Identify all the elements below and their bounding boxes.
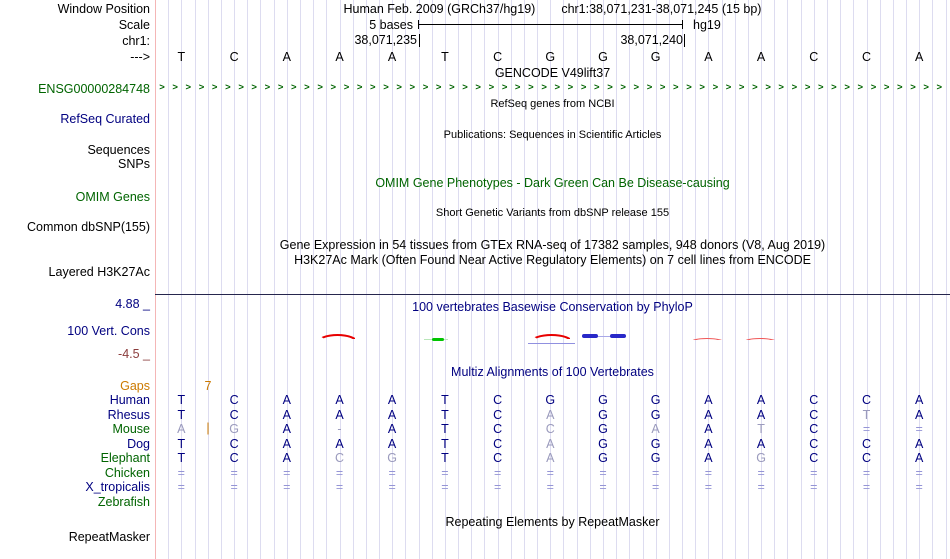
track-title-publications[interactable]: Publications: Sequences in Scientific Articles: [443, 129, 662, 141]
track-title-repeatmasker[interactable]: Repeating Elements by RepeatMasker: [445, 515, 660, 529]
gene-arrow-icon: >: [844, 82, 850, 93]
gridline: [458, 0, 459, 559]
sequence-base: C: [493, 50, 503, 64]
scale-bar: [418, 24, 683, 25]
position-title: chr1:38,071,231-38,071,245 (15 bp): [561, 2, 762, 16]
alignment-base: G: [650, 393, 661, 407]
gene-arrow-icon: >: [607, 82, 613, 93]
alignment-base: A: [651, 422, 660, 436]
alignment-base: A: [704, 393, 713, 407]
gene-arrow-icon: >: [251, 82, 257, 93]
alignment-base: A: [282, 436, 291, 451]
gene-arrow-icon: >: [752, 82, 758, 93]
alignment-base: A: [915, 393, 924, 407]
track-label-snps[interactable]: SNPs: [118, 157, 150, 171]
alignment-base: C: [229, 407, 239, 422]
gridline: [537, 0, 538, 559]
alignment-base: A: [756, 436, 766, 451]
gridline: [326, 0, 327, 559]
chromosome-label: chr1:: [122, 34, 150, 48]
gene-arrow-icon: >: [910, 82, 916, 93]
gene-arrow-icon: >: [620, 82, 626, 93]
gridline: [932, 0, 933, 559]
alignment-base: T: [441, 436, 449, 451]
gene-arrow-icon: >: [883, 82, 890, 93]
alignment-base: =: [651, 465, 660, 480]
sequence-base: C: [809, 50, 819, 64]
gene-arrow-icon: >: [501, 82, 508, 93]
alignment-base: G: [387, 451, 397, 465]
alignment-base: A: [704, 436, 713, 451]
gene-arrow-icon: >: [712, 82, 719, 93]
alignment-base: A: [335, 407, 344, 422]
alignment-base: C: [861, 393, 872, 407]
gridline: [405, 0, 406, 559]
species-label-x_tropicalis[interactable]: X_tropicalis: [85, 480, 150, 494]
alignment-base: =: [493, 465, 502, 480]
alignment-base: =: [441, 480, 449, 494]
alignment-base: =: [862, 465, 871, 480]
gridline: [577, 0, 578, 559]
species-label-zebrafish[interactable]: Zebrafish: [97, 494, 150, 509]
alignment-base: G: [650, 407, 661, 422]
alignment-base: -: [337, 422, 342, 436]
alignment-base: =: [177, 465, 185, 480]
scale-value: 5 bases: [369, 18, 413, 32]
alignment-base: A: [915, 436, 924, 451]
alignment-base: T: [177, 407, 186, 422]
gene-arrow-icon: >: [633, 82, 640, 93]
sequence-base: T: [441, 50, 449, 64]
gene-arrow-icon: >: [936, 82, 943, 93]
alignment-base: T: [441, 393, 449, 407]
alignment-base: T: [177, 436, 186, 451]
alignment-base: A: [704, 407, 713, 422]
gene-arrow-icon: >: [185, 82, 192, 93]
alignment-base: =: [441, 465, 449, 480]
alignment-base: A: [546, 407, 555, 422]
gene-arrow-icon: >: [791, 82, 798, 93]
track-title-multiz[interactable]: Multiz Alignments of 100 Vertebrates: [451, 365, 654, 379]
alignment-base: =: [230, 465, 238, 480]
gene-arrow-icon: >: [291, 82, 297, 93]
alignment-base: =: [757, 465, 765, 480]
conservation-mark: [530, 334, 573, 342]
gene-arrow-icon: >: [594, 82, 600, 93]
gene-label-ensg[interactable]: ENSG00000284748: [38, 82, 150, 96]
alignment-base: C: [334, 451, 345, 465]
gene-arrow-icon: >: [488, 82, 495, 93]
alignment-base: C: [493, 422, 503, 436]
gene-arrow-icon: >: [778, 82, 784, 93]
alignment-base: T: [177, 451, 186, 465]
alignment-base: A: [756, 407, 766, 422]
alignment-base: =: [335, 465, 344, 480]
alignment-base: C: [809, 407, 819, 422]
sequence-base: A: [387, 50, 397, 64]
ruler-right-tick: [684, 34, 685, 47]
gridline: [695, 0, 696, 559]
alignment-base: =: [810, 465, 818, 480]
gridline: [379, 0, 380, 559]
gridline: [471, 0, 472, 559]
gene-arrow-icon: >: [580, 82, 587, 93]
gridline: [260, 0, 261, 559]
gene-arrow-icon: >: [449, 82, 455, 93]
gridline: [524, 0, 525, 559]
gene-arrow-icon: >: [528, 82, 534, 93]
track-title-gencode[interactable]: GENCODE V49lift37: [494, 66, 611, 80]
gene-arrow-icon: >: [857, 82, 864, 93]
alignment-base: C: [861, 436, 872, 451]
gridline: [682, 0, 683, 559]
alignment-base: A: [282, 407, 291, 422]
conservation-mark: [528, 343, 575, 344]
position-header: [155, 2, 950, 16]
alignment-base: A: [915, 407, 924, 422]
alignment-base: =: [915, 480, 923, 494]
alignment-base: =: [704, 465, 713, 480]
conservation-mark: [741, 338, 779, 343]
gene-arrow-icon: >: [818, 82, 824, 93]
alignment-base: C: [493, 436, 503, 451]
alignment-base: A: [546, 451, 555, 465]
gene-arrow-icon: >: [475, 82, 481, 93]
alignment-base: =: [546, 465, 554, 480]
h3k27ac-baseline: [155, 294, 950, 295]
alignment-base: G: [756, 451, 766, 465]
ruler-tick-right-label: 38,071,240: [620, 33, 683, 47]
gene-arrow-icon: >: [567, 82, 574, 93]
ruler-left-tick: [419, 34, 420, 47]
gridline: [629, 0, 630, 559]
alignment-base: =: [388, 480, 396, 494]
alignment-base: =: [493, 480, 502, 494]
alignment-base: C: [493, 451, 503, 465]
alignment-base: T: [441, 451, 449, 465]
gene-arrow-icon: >: [646, 82, 653, 93]
gridline: [946, 0, 947, 559]
sequence-base: A: [704, 50, 713, 64]
alignment-base: =: [704, 480, 713, 494]
gene-arrow-icon: >: [159, 82, 165, 93]
track-label-omim-genes[interactable]: OMIM Genes: [75, 190, 150, 204]
gridline: [827, 0, 828, 559]
gridline: [616, 0, 617, 559]
alignment-base: G: [650, 436, 661, 451]
alignment-base: A: [177, 422, 186, 436]
gridline: [893, 0, 894, 559]
gridline: [563, 0, 564, 559]
sequence-base: A: [282, 50, 291, 64]
alignment-base: =: [283, 465, 291, 480]
gridline: [853, 0, 854, 559]
gridline: [748, 0, 749, 559]
alignment-base: C: [809, 436, 819, 451]
cons-scale-max: 4.88 _: [115, 297, 150, 311]
alignment-base: =: [335, 480, 344, 494]
gene-arrow-icon: >: [514, 82, 521, 93]
alignment-base: G: [545, 393, 556, 407]
gap-count: 7: [204, 379, 212, 393]
gene-arrow-icon: >: [897, 82, 903, 93]
sequence-base: A: [756, 50, 766, 64]
gridline: [840, 0, 841, 559]
gene-arrow-icon: >: [541, 82, 547, 93]
track-title-refseq[interactable]: RefSeq genes from NCBI: [490, 98, 615, 110]
gridline: [168, 0, 169, 559]
gene-arrow-icon: >: [343, 82, 350, 93]
alignment-base: C: [229, 393, 239, 407]
gridline: [432, 0, 433, 559]
gene-arrow-icon: >: [277, 82, 284, 93]
sequence-base: C: [861, 50, 872, 64]
alignment-base: T: [177, 393, 186, 407]
alignment-base: A: [335, 436, 344, 451]
sequence-base: A: [915, 50, 924, 64]
track-label-100-vert-cons[interactable]: 100 Vert. Cons: [67, 324, 150, 338]
gene-arrow-icon: >: [330, 82, 337, 93]
sequence-base: A: [335, 50, 344, 64]
alignment-base: =: [862, 480, 871, 494]
gridline: [643, 0, 644, 559]
gene-arrow-icon: >: [396, 82, 402, 93]
gene-arrow-icon: >: [765, 82, 771, 93]
species-label-dog[interactable]: Dog: [127, 436, 150, 451]
species-label-rhesus[interactable]: Rhesus: [107, 407, 150, 422]
track-label-gaps[interactable]: Gaps: [120, 379, 150, 393]
track-title-dbsnp[interactable]: Short Genetic Variants from dbSNP release 155: [435, 207, 670, 219]
window-position-label: Window Position: [57, 2, 150, 16]
gridline: [880, 0, 881, 559]
alignment-base: A: [387, 422, 397, 436]
gridline: [590, 0, 591, 559]
gridline: [221, 0, 222, 559]
gene-arrow-icon: >: [172, 82, 178, 93]
alignment-base: G: [229, 422, 239, 436]
gridline: [366, 0, 367, 559]
track-title-h3k27ac[interactable]: H3K27Ac Mark (Often Found Near Active Regulatory Elements) on 7 cell lines from ENCODE: [294, 253, 811, 267]
alignment-base: C: [809, 422, 819, 436]
gene-arrow-icon: >: [435, 82, 442, 93]
species-label-elephant[interactable]: Elephant: [100, 451, 150, 465]
track-area-left-border: [155, 0, 156, 559]
alignment-base: A: [387, 393, 397, 407]
gridline: [801, 0, 802, 559]
alignment-base: A: [387, 436, 397, 451]
cons-scale-min: -4.5 _: [118, 347, 150, 361]
alignment-base: T: [757, 422, 765, 436]
conservation-mark: [432, 338, 444, 341]
alignment-base: T: [441, 407, 449, 422]
gene-arrow-icon: >: [738, 82, 745, 93]
gene-arrow-icon: >: [831, 82, 837, 93]
gene-arrow-icon: >: [211, 82, 218, 93]
alignment-base: =: [915, 465, 923, 480]
genome-label: hg19: [693, 18, 721, 32]
strand-direction-label: --->: [130, 50, 150, 64]
gridline: [787, 0, 788, 559]
track-title-omim[interactable]: OMIM Gene Phenotypes - Dark Green Can Be Disease-causing: [375, 176, 730, 190]
insertion-marker: |: [206, 421, 210, 435]
gene-arrow-icon: >: [304, 82, 310, 93]
gene-arrow-icon: >: [554, 82, 561, 93]
conservation-mark: [610, 334, 626, 338]
gene-arrow-icon: >: [699, 82, 705, 93]
track-title-gtex[interactable]: Gene Expression in 54 tissues from GTEx RNA-seq of 17382 samples, 948 donors (V8, Aug 2019): [279, 238, 826, 252]
gene-arrow-icon: >: [264, 82, 271, 93]
gridline: [669, 0, 670, 559]
alignment-base: =: [230, 480, 238, 494]
gene-arrow-icon: >: [870, 82, 877, 93]
alignment-base: G: [598, 422, 608, 436]
alignment-base: G: [598, 451, 608, 465]
conservation-mark: [688, 338, 726, 343]
alignment-base: =: [599, 465, 607, 480]
sequence-base: G: [545, 50, 556, 64]
alignment-base: C: [809, 393, 819, 407]
alignment-base: G: [650, 451, 661, 465]
alignment-base: A: [546, 436, 555, 451]
gene-arrow-icon: >: [356, 82, 363, 93]
gridline: [735, 0, 736, 559]
track-label-repeatmasker[interactable]: RepeatMasker: [68, 530, 150, 544]
sequence-base: G: [650, 50, 661, 64]
gridline: [300, 0, 301, 559]
alignment-base: C: [545, 422, 555, 436]
gene-arrow-icon: >: [238, 82, 244, 93]
gene-arrow-icon: >: [225, 82, 231, 93]
alignment-base: =: [757, 480, 765, 494]
scale-bar-left-tick: [418, 20, 419, 29]
alignment-base: T: [862, 407, 871, 422]
alignment-base: =: [915, 422, 923, 436]
alignment-base: =: [651, 480, 660, 494]
alignment-base: =: [810, 480, 818, 494]
gridline: [353, 0, 354, 559]
track-label-layered-h3k27ac[interactable]: Layered H3K27Ac: [48, 265, 150, 279]
species-label-mouse[interactable]: Mouse: [112, 422, 150, 436]
alignment-base: A: [387, 407, 397, 422]
ruler-tick-left-label: 38,071,235: [354, 33, 417, 47]
alignment-base: =: [177, 480, 185, 494]
alignment-base: C: [493, 393, 503, 407]
gridline: [484, 0, 485, 559]
species-label-human[interactable]: Human: [109, 393, 150, 407]
alignment-base: A: [915, 451, 924, 465]
gridline: [511, 0, 512, 559]
alignment-base: G: [598, 436, 608, 451]
conservation-mark: [582, 334, 598, 338]
alignment-base: =: [862, 422, 871, 436]
gridline: [419, 0, 420, 559]
alignment-base: A: [282, 393, 291, 407]
alignment-base: T: [441, 422, 449, 436]
gene-arrow-icon: >: [659, 82, 666, 93]
gene-arrow-icon: >: [317, 82, 323, 93]
gene-arrow-icon: >: [198, 82, 205, 93]
alignment-base: =: [546, 480, 554, 494]
gene-arrow-icon: >: [725, 82, 732, 93]
alignment-base: A: [756, 393, 766, 407]
gridline: [274, 0, 275, 559]
alignment-base: C: [861, 451, 872, 465]
gridline: [247, 0, 248, 559]
gene-arrow-icon: >: [409, 82, 416, 93]
sequence-base: T: [177, 50, 186, 64]
gene-arrow-icon: >: [370, 82, 376, 93]
gene-arrow-icon: >: [462, 82, 468, 93]
gridline: [722, 0, 723, 559]
sequence-base: C: [229, 50, 239, 64]
track-label-sequences[interactable]: Sequences: [87, 143, 150, 157]
gene-arrow-icon: >: [422, 82, 429, 93]
alignment-base: G: [598, 393, 608, 407]
gene-arrow-icon: >: [383, 82, 389, 93]
track-label-common-dbsnp[interactable]: Common dbSNP(155): [27, 220, 150, 234]
scale-bar-right-tick: [682, 20, 683, 29]
gridline: [208, 0, 209, 559]
gene-arrow-icon: >: [804, 82, 811, 93]
alignment-base: A: [704, 451, 713, 465]
gene-arrow-icon: >: [923, 82, 929, 93]
gridline: [906, 0, 907, 559]
track-title-phylop[interactable]: 100 vertebrates Basewise Conservation by PhyloP: [412, 300, 693, 314]
alignment-base: =: [283, 480, 291, 494]
alignment-base: C: [809, 451, 819, 465]
alignment-base: A: [282, 422, 291, 436]
alignment-base: A: [704, 422, 713, 436]
gridline: [195, 0, 196, 559]
assembly-title: Human Feb. 2009 (GRCh37/hg19): [343, 2, 536, 16]
gridline: [774, 0, 775, 559]
alignment-base: C: [229, 436, 239, 451]
scale-label: Scale: [118, 18, 150, 32]
alignment-base: G: [598, 407, 608, 422]
alignment-base: C: [493, 407, 503, 422]
species-label-chicken[interactable]: Chicken: [104, 465, 150, 480]
gene-arrow-icon: >: [686, 82, 692, 93]
alignment-base: A: [335, 393, 344, 407]
gene-arrow-icon: >: [673, 82, 679, 93]
alignment-base: C: [229, 451, 239, 465]
sequence-base: G: [598, 50, 608, 64]
alignment-base: A: [282, 451, 291, 465]
track-label-refseq-curated[interactable]: RefSeq Curated: [60, 112, 150, 126]
alignment-base: =: [388, 465, 396, 480]
gridline: [313, 0, 314, 559]
alignment-base: =: [599, 480, 607, 494]
